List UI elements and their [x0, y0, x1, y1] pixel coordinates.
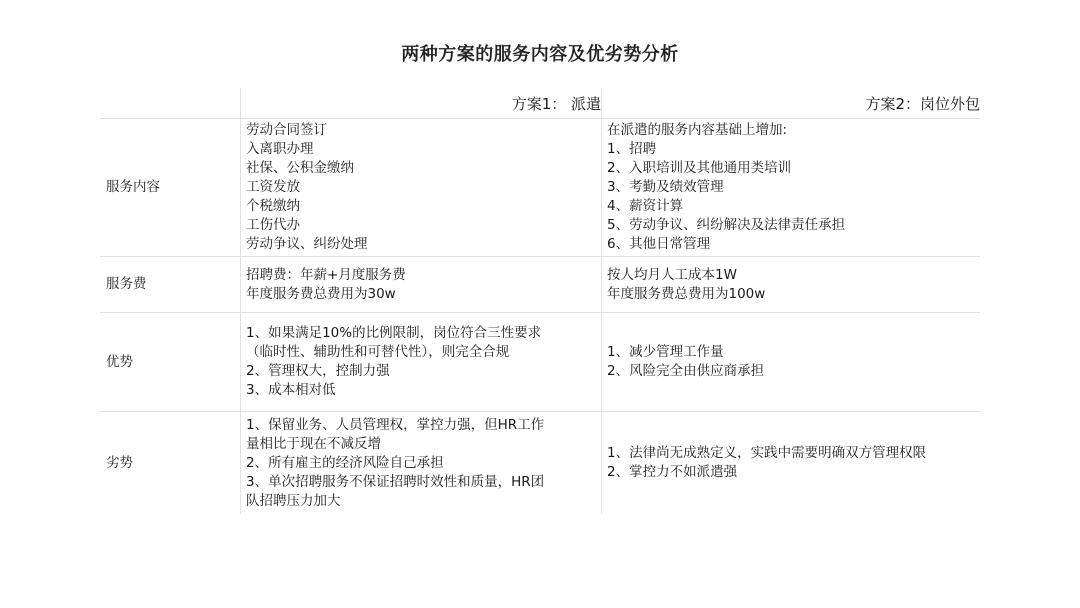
- cell-line: 2、管理权大，控制力强: [246, 363, 390, 379]
- cell-line: 招聘费：年薪+月度服务费: [246, 266, 406, 283]
- plan1-cell: [240, 119, 601, 256]
- plan2-cell: [601, 313, 980, 411]
- row-label: 劣势: [106, 454, 133, 471]
- cell-line: 3、成本相对低: [246, 382, 336, 398]
- cell-line: 2、掌控力不如派遣强: [607, 464, 738, 480]
- cell-line: 年度服务费总费用为30w: [246, 285, 396, 302]
- cell-line: 4、薪资计算: [607, 198, 684, 214]
- cell-line: 2、入职培训及其他通用类培训: [607, 160, 792, 176]
- plan1-cell: [240, 412, 601, 514]
- cell-line: 社保、公积金缴纳: [246, 160, 354, 176]
- cell-line: 1、如果满足10%的比例限制，岗位符合三性要求: [246, 325, 542, 341]
- row-label: 服务内容: [106, 179, 160, 195]
- cell-line: 2、风险完全由供应商承担: [607, 363, 765, 379]
- cell-line: 1、保留业务、人员管理权，掌控力强，但HR工作: [246, 416, 545, 433]
- cell-line: 1、减少管理工作量: [607, 344, 724, 360]
- header-plan2: 方案2：岗位外包: [601, 88, 980, 118]
- page-title: 两种方案的服务内容及优劣势分析: [401, 44, 679, 65]
- cell-line: 量相比于现在不减反增: [246, 435, 381, 452]
- cell-line: （临时性、辅助性和可替代性），则完全合规: [246, 344, 510, 360]
- table-row-advantages: [100, 313, 980, 412]
- plan1-cell: [240, 257, 601, 312]
- row-label: 服务费: [106, 276, 147, 292]
- cell-line: 个税缴纳: [246, 198, 300, 214]
- cell-line: 工资发放: [246, 179, 300, 195]
- cell-line: 在派遣的服务内容基础上增加:: [607, 122, 788, 138]
- cell-line: 工伤代办: [246, 217, 300, 233]
- cell-line: 3、考勤及绩效管理: [607, 179, 724, 195]
- cell-line: 入离职办理: [246, 141, 314, 157]
- cell-line: 2、所有雇主的经济风险自己承担: [246, 454, 444, 471]
- cell-line: 劳动争议、纠纷处理: [246, 236, 368, 252]
- plan1-cell: [240, 313, 601, 411]
- table-header-row: [100, 88, 980, 119]
- cell-line: 年度服务费总费用为100w: [607, 285, 766, 302]
- table-row-disadvantages: [100, 412, 980, 514]
- cell-line: 劳动合同签订: [246, 122, 327, 138]
- plan2-cell: [601, 412, 980, 514]
- plan2-cell: [601, 119, 980, 256]
- row-label: 优势: [106, 353, 133, 370]
- comparison-table: [100, 88, 980, 514]
- header-plan1: 方案1： 派遣: [240, 88, 601, 118]
- cell-line: 1、法律尚无成熟定义，实践中需要明确双方管理权限: [607, 445, 927, 461]
- cell-line: 6、其他日常管理: [607, 236, 711, 252]
- cell-line: 3、单次招聘服务不保证招聘时效性和质量，HR团: [246, 473, 545, 490]
- cell-line: 按人均月人工成本1W: [607, 266, 737, 283]
- table-row-service-content: [100, 119, 980, 257]
- cell-line: 队招聘压力加大: [246, 492, 341, 509]
- header-empty-cell: [100, 88, 240, 118]
- table-row-service-fee: [100, 257, 980, 313]
- cell-line: 5、劳动争议、纠纷解决及法律责任承担: [607, 217, 846, 233]
- plan2-cell: [601, 257, 980, 312]
- cell-line: 1、招聘: [607, 141, 657, 157]
